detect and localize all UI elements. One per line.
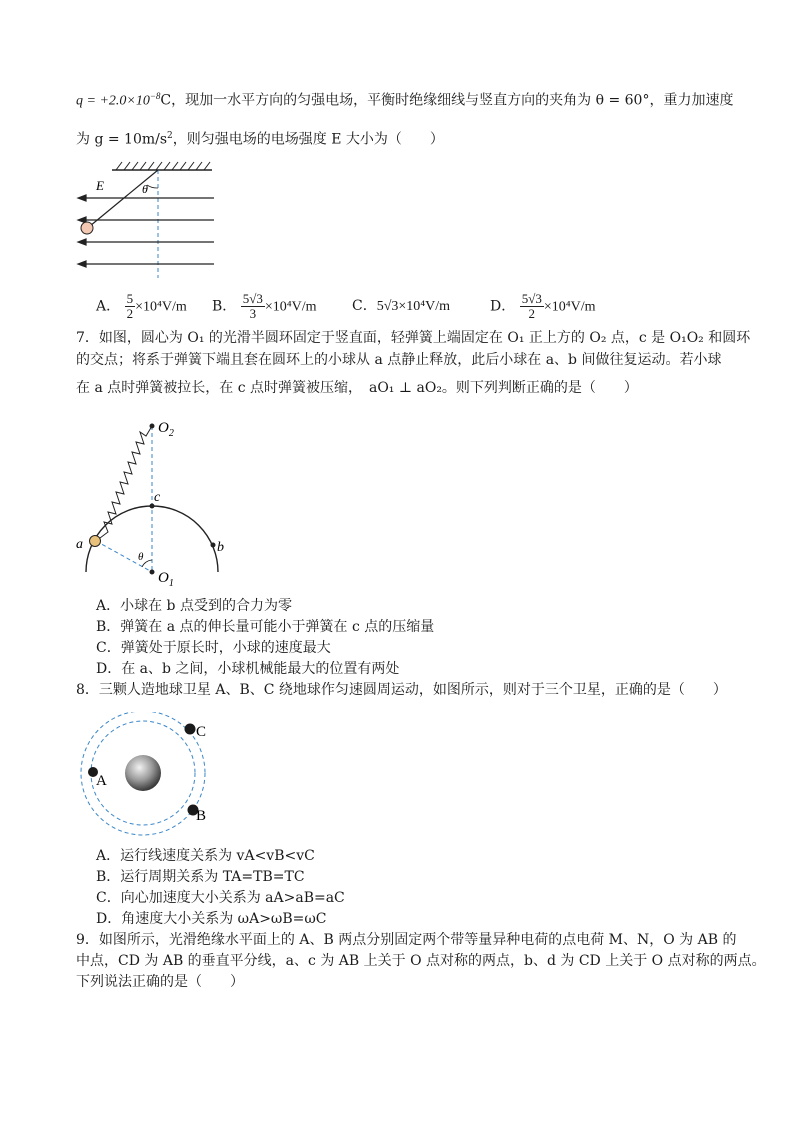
- label-a: a: [76, 537, 83, 552]
- radius-dashed-line: [96, 541, 152, 572]
- q6-stem-line2: 为 $g = 10m/s^2$，则匀强电场的电场强度 E 大小为（ ）: [76, 131, 444, 148]
- q6-figure: [74, 158, 224, 280]
- q7-option-c[interactable]: C．弹簧处于原长时，小球的速度最大: [96, 640, 331, 656]
- label-B: B: [196, 808, 207, 824]
- satellite-C: [185, 724, 196, 735]
- label-O2: $O_2$: [158, 420, 174, 439]
- q8-option-d[interactable]: D．角速度大小关系为 ωA>ωB=ωC: [96, 911, 327, 927]
- ball-a: [90, 536, 101, 547]
- q6-option-a[interactable]: A． $\frac{5}{2}$ ×10⁴V/m: [96, 291, 187, 321]
- q7-figure: [74, 412, 244, 592]
- q6-option-d[interactable]: D． $\frac{5√3}{2}$ ×10⁴V/m: [490, 291, 596, 321]
- label-C: C: [196, 724, 207, 740]
- charged-ball: [81, 222, 93, 234]
- q7-stem-line3: 在 a 点时弹簧被拉长，在 c 点时弹簧被压缩， aO₁ ⊥ aO₂。则下列判断正确的是（ ）: [76, 380, 638, 396]
- q6-option-c[interactable]: C．5√3×10⁴V/m: [352, 298, 451, 314]
- q6-option-b[interactable]: B． $\frac{5√3}{3}$ ×10⁴V/m: [212, 291, 317, 321]
- angle-label-theta: θ: [142, 182, 148, 196]
- q6-stem-line1: $q = +2.0\times 10^{-8}C$，现加一水平方向的匀强电场，平衡时绝缘细线与竖直方向的夹角为 θ = 60°，重力加速度: [76, 91, 734, 109]
- point-b: [211, 543, 216, 548]
- q8-option-b[interactable]: B．运行周期关系为 TA=TB=TC: [96, 869, 305, 885]
- label-b: b: [217, 540, 224, 555]
- q7-stem-line2: 的交点；将系于弹簧下端且套在圆环上的小球从 a 点静止释放，此后小球在 a、b 间做往复运动。若小球: [76, 352, 722, 368]
- q7-option-a[interactable]: A．小球在 b 点受到的合力为零: [96, 598, 292, 614]
- q8-figure: [74, 712, 224, 838]
- q8-option-a[interactable]: A．运行线速度关系为 vA<vB<vC: [96, 848, 315, 864]
- q8-stem: 8．三颗人造地球卫星 A、B、C 绕地球作匀速圆周运动，如图所示，则对于三个卫星，正确的是（ ）: [76, 682, 727, 698]
- point-O2: [150, 424, 155, 429]
- label-theta: θ: [138, 551, 144, 563]
- q8-option-c[interactable]: C．向心加速度大小关系为 aA>aB=aC: [96, 890, 345, 906]
- label-A: A: [96, 773, 107, 789]
- q7-option-b[interactable]: B．弹簧在 a 点的伸长量可能小于弹簧在 c 点的压缩量: [96, 619, 435, 635]
- q9-stem-line3: 下列说法正确的是（ ）: [76, 974, 244, 990]
- field-label-E: E: [96, 178, 104, 193]
- label-O1: $O_1$: [158, 570, 174, 589]
- label-c: c: [154, 490, 161, 505]
- point-O1: [150, 570, 155, 575]
- q7-stem-line1: 7．如图，圆心为 O₁ 的光滑半圆环固定于竖直面，轻弹簧上端固定在 O₁ 正上方的 O₂ 点，c 是 O₁O₂ 和圆环: [76, 330, 751, 346]
- spring: [96, 426, 152, 541]
- q9-stem-line1: 9．如图所示，光滑绝缘水平面上的 A、B 两点分别固定两个带等量异种电荷的点电荷 M、N，O 为 AB 的: [76, 932, 737, 948]
- q9-stem-line2: 中点，CD 为 AB 的垂直平分线，a、c 为 AB 上关于 O 点对称的两点，b、d 为 CD 上关于 O 点对称的两点。: [76, 953, 766, 969]
- q7-option-d[interactable]: D．在 a、b 之间，小球机械能最大的位置有两处: [96, 661, 400, 677]
- earth: [125, 755, 161, 791]
